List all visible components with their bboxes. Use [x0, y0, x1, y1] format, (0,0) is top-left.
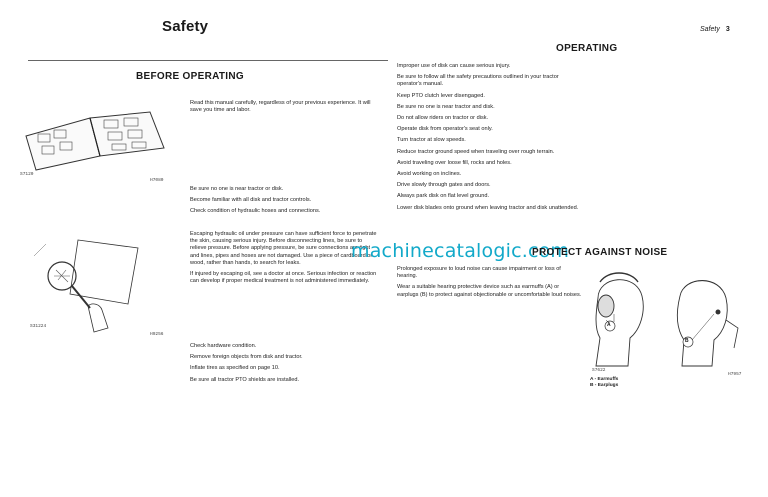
- intro-text: Read this manual carefully, regardless of your previous experience. It will save you time and labor.: [190, 100, 371, 114]
- before-operating-list: [190, 186, 380, 220]
- page-title: Safety: [162, 18, 209, 35]
- list-item: Lower disk blades onto ground when leaving tractor and disk unattended.: [397, 204, 579, 211]
- list-item: Be sure all tractor PTO shields are installed.: [190, 376, 300, 383]
- before-operating-heading: BEFORE OPERATING: [136, 71, 244, 82]
- injury-text: If injured by escaping oil, see a doctor at once. Serious infection or reaction can develop if proper medical treatment is not administered immediately.: [190, 271, 377, 285]
- image-id-s7120: S7120: [20, 172, 34, 177]
- list-item: Check condition of hydraulic hoses and connections.: [190, 208, 321, 215]
- list-item: Become familiar with all disk and tractor controls.: [190, 197, 312, 204]
- title-rule: [28, 60, 388, 61]
- list-item: Remove foreign objects from disk and tractor.: [190, 354, 303, 361]
- list-item: Operate disk from operator's seat only.: [397, 126, 493, 133]
- list-item: Always park disk on flat level ground.: [397, 193, 490, 200]
- watermark-text: machinecatalogic.com: [351, 240, 570, 262]
- list-item: Avoid working on inclines.: [397, 171, 462, 178]
- list-item: Be sure no one is near tractor and disk.: [397, 103, 495, 110]
- list-item: Drive slowly through gates and doors.: [397, 182, 491, 189]
- operating-list: [397, 63, 579, 216]
- list-item: Avoid traveling over loose fill, rocks and holes.: [397, 159, 512, 166]
- image-code-h7957: H7957: [728, 372, 742, 377]
- hydraulic-leak-illustration: [28, 236, 158, 336]
- marker-b: B: [685, 338, 689, 344]
- list-item: Keep PTO clutch lever disengaged.: [397, 92, 485, 99]
- operating-heading: OPERATING: [556, 43, 618, 54]
- image-code-h9256: H9256: [150, 332, 164, 337]
- header-label: Safety: [700, 26, 720, 33]
- intro-paragraph: [190, 100, 380, 118]
- hydraulic-text: Escaping hydraulic oil under pressure can have sufficient force to penetrate the skin, causing serious injury. Before disconnecting lines, be sure to relieve pressure. Before applying pressure, be sure connections are tight and lines, pipes and hoses are not damaged. Use a piece of cardboard or wood, rather than hands, to search for leaks.: [190, 231, 377, 266]
- legend-earmuffs: A - Earmuffs: [590, 377, 619, 382]
- image-code-h7080: H7080: [150, 178, 164, 183]
- list-item: Do not allow riders on tractor or disk.: [397, 115, 489, 122]
- image-id-s31224: S31224: [30, 324, 47, 329]
- page-header: [700, 26, 730, 33]
- list-item: Turn tractor at slow speeds.: [397, 137, 466, 144]
- list-item: Improper use of disk can cause serious injury.: [397, 63, 511, 69]
- list-item: Check hardware condition.: [190, 343, 257, 349]
- noise-text-block: [397, 266, 582, 303]
- legend-earplugs: B - Earplugs: [590, 383, 619, 389]
- list-item: Reduce tractor ground speed when traveling over rough terrain.: [397, 148, 555, 155]
- hearing-protection-illustration: [584, 268, 744, 373]
- page-number: 3: [725, 26, 730, 33]
- noise-heading: PROTECT AGAINST NOISE: [532, 247, 668, 258]
- hardware-checklist: [190, 343, 380, 388]
- list-item: Inflate tires as specified on page 10.: [190, 365, 280, 372]
- marker-a: A: [607, 322, 611, 328]
- list-item: Be sure to follow all the safety precautions outlined in your tractor operator's manual.: [397, 74, 559, 88]
- manual-illustration: [20, 108, 170, 172]
- noise-text-2: Wear a suitable hearing protective device such as earmuffs (A) or earplugs (B) to protect against objectionable or uncomfortable loud noises.: [397, 284, 582, 298]
- figure-legend: [590, 377, 618, 390]
- noise-text-1: Prolonged exposure to loud noise can cause impairment or loss of hearing.: [397, 266, 561, 280]
- image-id-s7622: S7622: [592, 368, 606, 373]
- list-item: Be sure no one is near tractor or disk.: [190, 186, 284, 192]
